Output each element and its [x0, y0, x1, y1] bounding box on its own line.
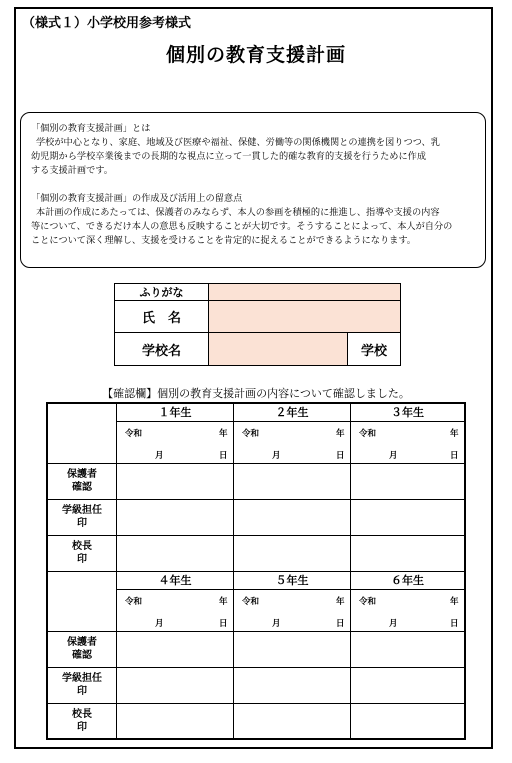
homeroom-teacher-seal-row-cell[interactable] — [234, 667, 351, 703]
grade-header: ４年生 — [117, 571, 234, 589]
homeroom-teacher-seal-row-cell[interactable] — [117, 667, 234, 703]
info-body-1-line-1: 学校が中心となり、家庭、地域及び医療や福祉、保健、労働等の関係機関との連携を図りつつ、乳 — [36, 137, 440, 148]
principal-seal-row-cell[interactable] — [351, 703, 466, 739]
date-year-label: 年 — [219, 428, 228, 439]
guardian-confirm-row-label: 保護者 確認 — [47, 463, 117, 499]
date-month-label: 月 — [155, 450, 164, 461]
student-info-table — [114, 283, 401, 366]
date-cell[interactable] — [117, 589, 234, 631]
principal-seal-row-cell[interactable] — [234, 535, 351, 571]
grade-header: ２年生 — [234, 403, 351, 421]
grade-header: １年生 — [117, 403, 234, 421]
homeroom-teacher-seal-row-cell[interactable] — [351, 499, 466, 535]
grid-corner-cell — [47, 571, 117, 631]
school-field[interactable] — [209, 333, 348, 366]
furigana-field[interactable] — [209, 284, 401, 301]
date-reiwa-label: 令和 — [125, 596, 143, 607]
date-day-label: 日 — [336, 618, 345, 629]
date-year-label: 年 — [336, 596, 345, 607]
date-day-label: 日 — [450, 618, 459, 629]
guardian-confirm-row-cell[interactable] — [234, 631, 351, 667]
date-reiwa-label: 令和 — [242, 596, 260, 607]
date-cell[interactable] — [234, 589, 351, 631]
date-month-label: 月 — [272, 618, 281, 629]
homeroom-teacher-seal-row-label: 学級担任 印 — [47, 499, 117, 535]
date-month-label: 月 — [272, 450, 281, 461]
guardian-confirm-row-cell[interactable] — [117, 463, 234, 499]
info-body-2-line-1: 本計画の作成にあたっては、保護者のみならず、本人の参画を積極的に推進し、指導や支援の内容 — [36, 207, 440, 218]
info-body-2-line-2: 等について、できるだけ本人の意思も反映することが大切です。そうすることによって、本人が自分の — [31, 221, 453, 232]
date-day-label: 日 — [219, 618, 228, 629]
date-year-label: 年 — [450, 596, 459, 607]
date-month-label: 月 — [155, 618, 164, 629]
date-day-label: 日 — [219, 450, 228, 461]
date-cell[interactable] — [117, 421, 234, 463]
date-day-label: 日 — [450, 450, 459, 461]
date-month-label: 月 — [389, 618, 398, 629]
grade-header: ６年生 — [351, 571, 466, 589]
principal-seal-row-cell[interactable] — [117, 535, 234, 571]
date-reiwa-label: 令和 — [359, 428, 377, 439]
date-cell[interactable] — [234, 421, 351, 463]
school-suffix: 学校 — [348, 333, 401, 366]
confirm-title: 【確認欄】個別の教育支援計画の内容について確認しました。 — [102, 387, 410, 400]
info-body-1-line-2: 幼児期から学校卒業後までの長期的な視点に立って一貫した的確な教育的支援を行うために作成 — [31, 151, 427, 162]
confirmation-grid — [46, 402, 466, 740]
info-body-2-line-3: ことについて深く理解し、支援を受けることを肯定的に捉えることができるようになります。 — [31, 235, 416, 246]
info-body-1-line-3: する支援計画です。 — [31, 165, 113, 176]
date-year-label: 年 — [219, 596, 228, 607]
guardian-confirm-row-cell[interactable] — [117, 631, 234, 667]
date-month-label: 月 — [389, 450, 398, 461]
info-heading-2: 「個別の教育支援計画」の作成及び活用上の留意点 — [31, 193, 243, 204]
date-cell[interactable] — [351, 421, 466, 463]
date-day-label: 日 — [336, 450, 345, 461]
grade-header: ５年生 — [234, 571, 351, 589]
date-reiwa-label: 令和 — [242, 428, 260, 439]
date-reiwa-label: 令和 — [125, 428, 143, 439]
info-box — [20, 112, 486, 268]
guardian-confirm-row-cell[interactable] — [351, 463, 466, 499]
school-label: 学校名 — [115, 333, 209, 366]
principal-seal-row-label: 校長 印 — [47, 535, 117, 571]
homeroom-teacher-seal-row-cell[interactable] — [117, 499, 234, 535]
homeroom-teacher-seal-row-label: 学級担任 印 — [47, 667, 117, 703]
date-year-label: 年 — [336, 428, 345, 439]
info-heading-1: 「個別の教育支援計画」とは — [31, 123, 151, 134]
guardian-confirm-row-cell[interactable] — [351, 631, 466, 667]
date-year-label: 年 — [450, 428, 459, 439]
principal-seal-row-cell[interactable] — [117, 703, 234, 739]
principal-seal-row-cell[interactable] — [351, 535, 466, 571]
guardian-confirm-row-label: 保護者 確認 — [47, 631, 117, 667]
homeroom-teacher-seal-row-cell[interactable] — [234, 499, 351, 535]
name-field[interactable] — [209, 301, 401, 333]
guardian-confirm-row-cell[interactable] — [234, 463, 351, 499]
grid-corner-cell — [47, 403, 117, 463]
homeroom-teacher-seal-row-cell[interactable] — [351, 667, 466, 703]
name-label: 氏 名 — [115, 301, 209, 333]
grade-header: ３年生 — [351, 403, 466, 421]
page-title: 個別の教育支援計画 — [165, 44, 346, 66]
date-reiwa-label: 令和 — [359, 596, 377, 607]
principal-seal-row-cell[interactable] — [234, 703, 351, 739]
furigana-label: ふりがな — [115, 284, 209, 301]
form-label: （様式１）小学校用参考様式 — [22, 16, 192, 31]
date-cell[interactable] — [351, 589, 466, 631]
principal-seal-row-label: 校長 印 — [47, 703, 117, 739]
